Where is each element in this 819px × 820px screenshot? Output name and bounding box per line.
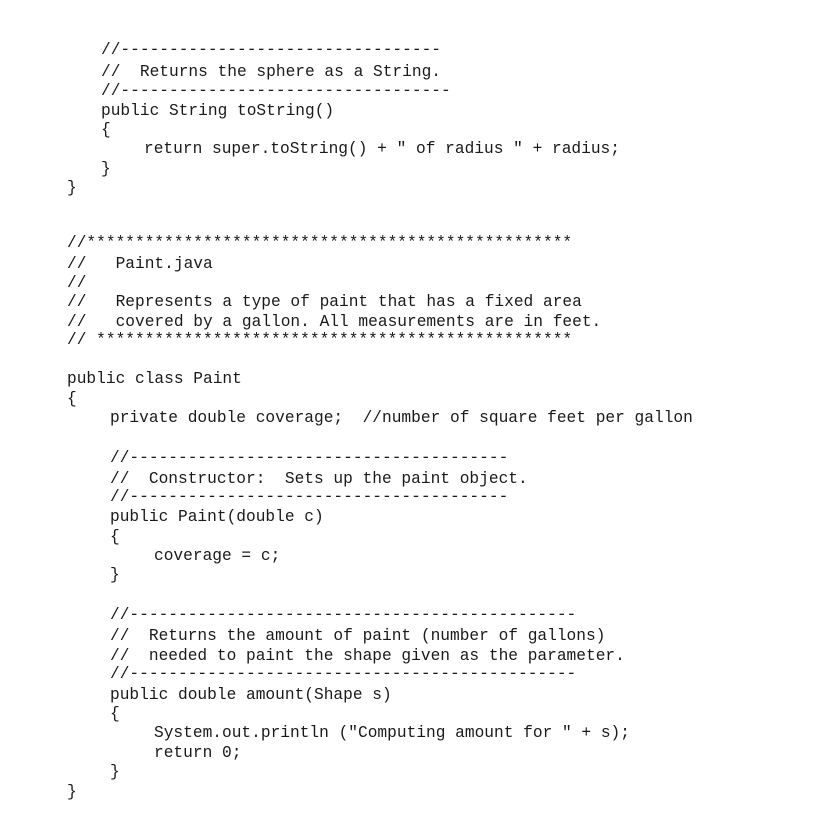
code-line: } [101, 160, 111, 178]
code-line: // Constructor: Sets up the paint object. [110, 470, 528, 488]
code-line: //---------------------------------------------- [110, 606, 577, 624]
code-line: //--------------------------------- [101, 41, 441, 59]
code-line: //************************************************** [67, 234, 573, 252]
code-line: { [110, 528, 120, 546]
code-line: } [67, 783, 77, 801]
code-line: // [67, 274, 87, 292]
code-line: } [67, 179, 77, 197]
code-line: return super.toString() + " of radius " + radius; [144, 140, 620, 158]
code-line: public Paint(double c) [110, 508, 324, 526]
code-line: // ************************************************* [67, 331, 573, 349]
code-line: { [110, 705, 120, 723]
code-line: //--------------------------------------- [110, 449, 509, 467]
code-line: { [101, 121, 111, 139]
code-line: coverage = c; [154, 547, 281, 565]
code-line: // needed to paint the shape given as the parameter. [110, 647, 625, 665]
code-line: // Returns the sphere as a String. [101, 63, 441, 81]
code-line: private double coverage; //number of square feet per gallon [110, 409, 693, 427]
code-line: { [67, 390, 77, 408]
code-line: System.out.println ("Computing amount for " + s); [154, 724, 630, 742]
code-line: return 0; [154, 744, 242, 762]
code-line: public class Paint [67, 370, 242, 388]
code-line: } [110, 763, 120, 781]
code-line: //---------------------------------------------- [110, 665, 577, 683]
code-line: //--------------------------------------- [110, 488, 509, 506]
code-line: } [110, 566, 120, 584]
code-line: public String toString() [101, 102, 335, 120]
code-line: // covered by a gallon. All measurements are in feet. [67, 313, 602, 331]
code-line: public double amount(Shape s) [110, 686, 392, 704]
code-line: // Returns the amount of paint (number of gallons) [110, 627, 606, 645]
code-line: // Represents a type of paint that has a fixed area [67, 293, 582, 311]
code-line: // Paint.java [67, 255, 213, 273]
code-line: //---------------------------------- [101, 82, 451, 100]
